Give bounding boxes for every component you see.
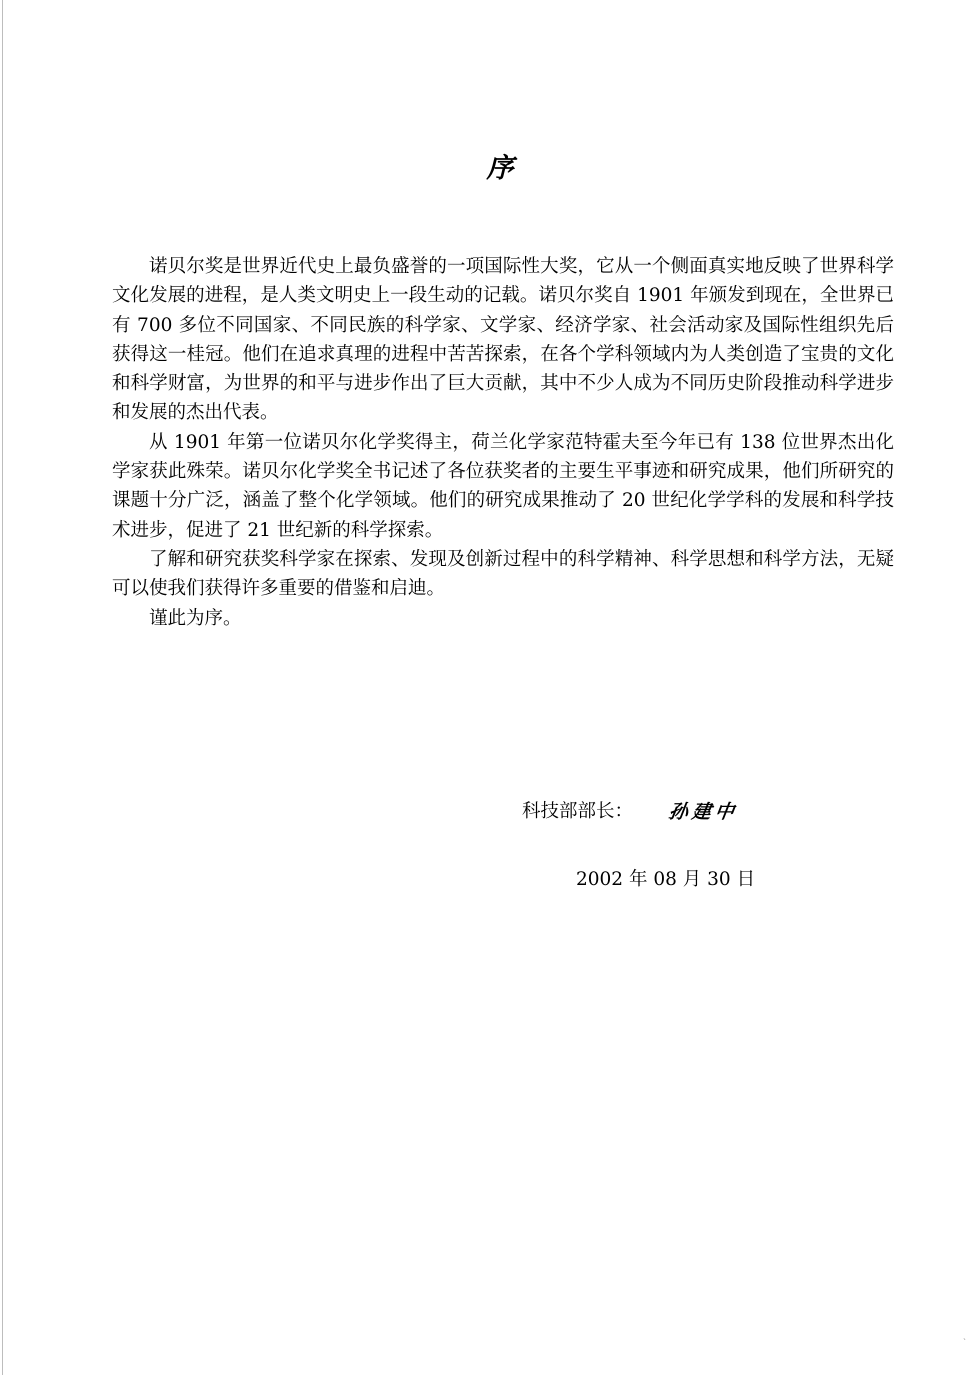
paragraph: 从 1901 年第一位诺贝尔化学奖得主，荷兰化学家范特霍夫至今年已有 138 位世界杰出化学家获此殊荣。诺贝尔化学奖全书记述了各位获奖者的主要生平事迹和研究成果，他们所研究的课题十分广泛，涵盖了整个化学领域。他们的研究成果推动了 20 世纪化学学科的发展和科学技术进步，促进了 21 世纪新的科学探索。	[112, 431, 894, 541]
page-title: 序	[486, 153, 514, 184]
paragraph: 了解和研究获奖科学家在探索、发现及创新过程中的科学精神、科学思想和科学方法，无疑可以使我们获得许多重要的借鉴和启迪。	[112, 548, 894, 600]
preface-body	[112, 252, 894, 633]
signature-block	[522, 795, 738, 825]
page-edge-line	[2, 0, 3, 1375]
signature-label: 科技部部长：	[522, 801, 634, 822]
paragraph: 诺贝尔奖是世界近代史上最负盛誉的一项国际性大奖，它从一个侧面真实地反映了世界科学文化发展的进程，是人类文明史上一段生动的记载。诺贝尔奖自 1901 年颁发到现在，全世界已有 700 多位不同国家、不同民族的科学家、文学家、经济学家、社会活动家及国际性组织先后获得这一桂冠。他们在追求真理的进程中苦苦探索，在各个学科领域内为人类创造了宝贵的文化和科学财富，为世界的和平与进步作出了巨大贡献，其中不少人成为不同历史阶段推动科学进步和发展的杰出代表。	[112, 256, 894, 424]
document-date: 2002 年 08 月 30 日	[576, 869, 756, 890]
signature-name: 孙建中	[667, 800, 740, 823]
paragraph: 谨此为序。	[149, 607, 242, 629]
corner-mark: ˏ	[963, 1331, 966, 1341]
